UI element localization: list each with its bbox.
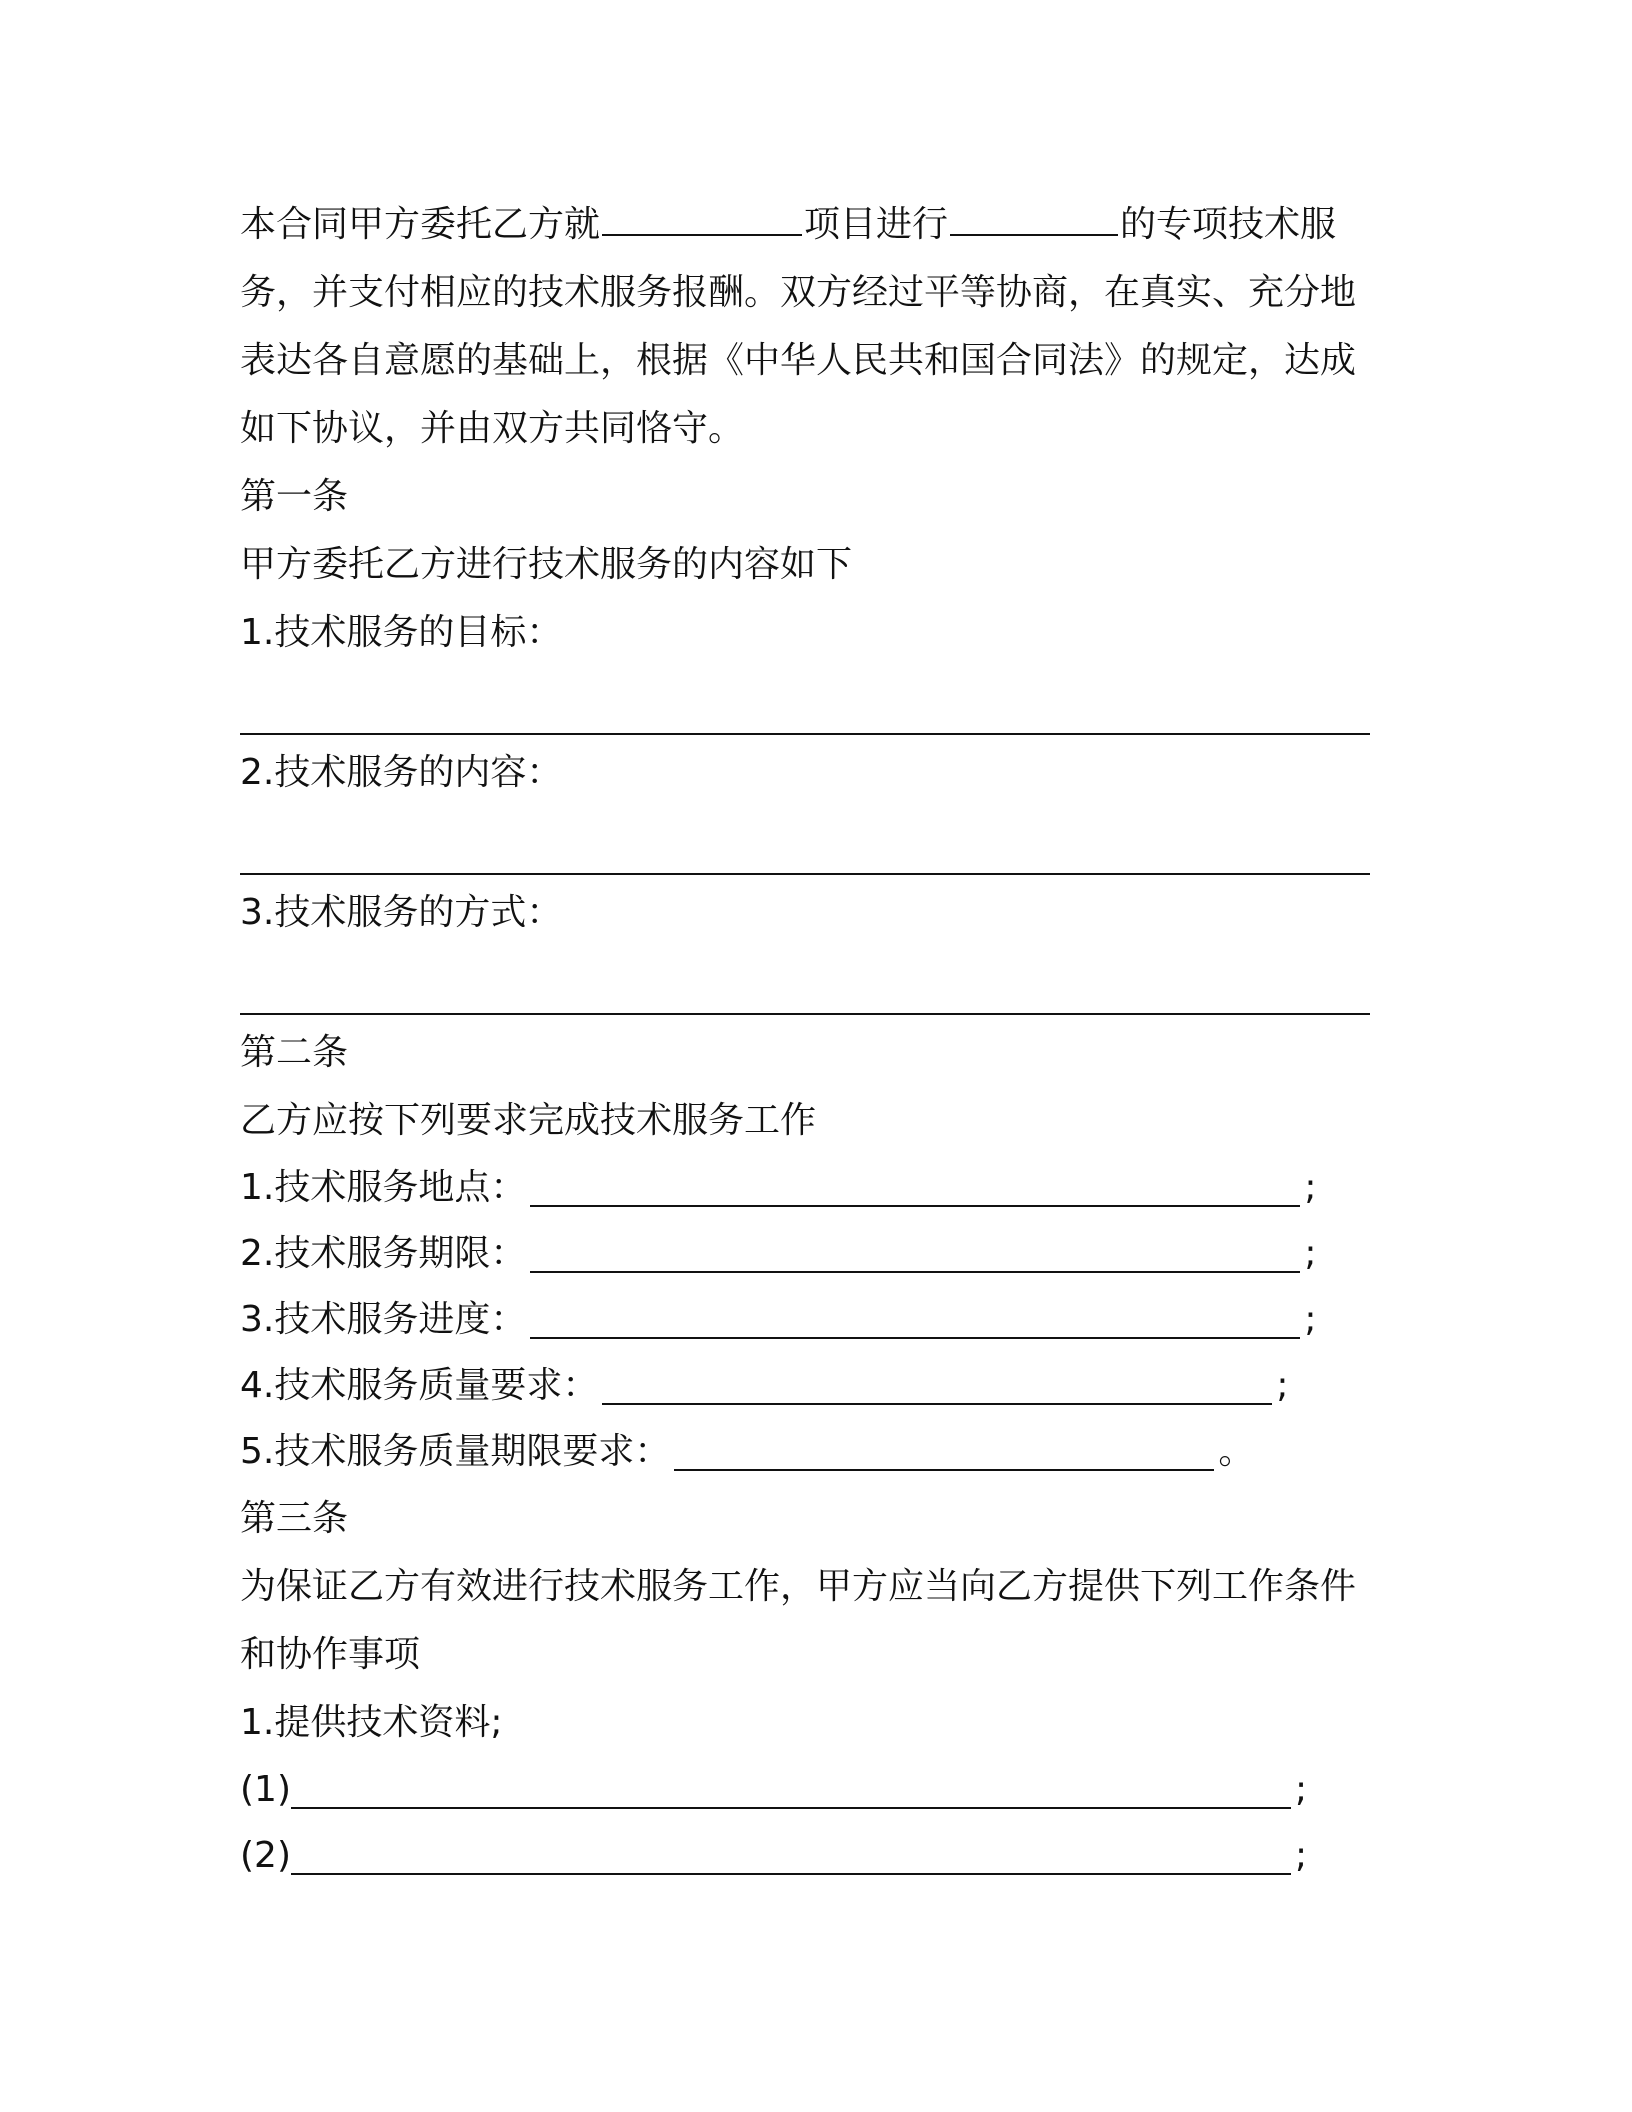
article2-title: 第二条 [240, 1032, 349, 1073]
article3-lead: 为保证乙方有效进行技术服务工作，甲方应当向乙方提供下列工作条件和协作事项 [240, 1566, 1357, 1675]
article2-item-1-blank[interactable] [530, 1159, 1300, 1207]
article1-item-1: 1.技术服务的目标： [240, 612, 563, 653]
article2-item-2-blank[interactable] [530, 1225, 1300, 1273]
article2-item-3-end: ; [1304, 1299, 1317, 1340]
article2-item-4-end: ; [1276, 1365, 1289, 1406]
article3-subitem-2-end: ; [1295, 1835, 1308, 1876]
article3-subitem-2-blank[interactable] [291, 1827, 1291, 1875]
article1-item-2-blank[interactable] [240, 807, 1370, 875]
intro-rest: 技术服务，并支付相应的技术服务报酬。双方经过平等协商，在真实、充分地表达各自意愿的基础上，根据《中华人民共和国合同法》的规定，达成如下协议，并由双方共同恪守。 [240, 204, 1357, 449]
article2-item-1-end: ; [1304, 1167, 1317, 1208]
article3-subitem-1-blank[interactable] [291, 1761, 1291, 1809]
article3-subitem-2 [240, 1823, 1370, 1889]
article2-item-3-label: 3.技术服务进度： [240, 1299, 527, 1340]
article2-item-2-label: 2.技术服务期限： [240, 1233, 527, 1274]
article1-title: 第一条 [240, 476, 349, 517]
article1-item-2: 2.技术服务的内容： [240, 752, 563, 793]
article2-item-2 [240, 1221, 1370, 1287]
contract-page [240, 190, 1370, 1889]
article2-item-1 [240, 1155, 1370, 1221]
article2-lead: 乙方应按下列要求完成技术服务工作 [240, 1100, 817, 1141]
project-name-blank[interactable] [602, 190, 802, 236]
article3-item-1: 1.提供技术资料; [240, 1702, 503, 1743]
article2-item-1-label: 1.技术服务地点： [240, 1167, 527, 1208]
article3-subitem-1-end: ; [1295, 1769, 1308, 1810]
article1-item-1-blank[interactable] [240, 667, 1370, 735]
article2-item-5-label: 5.技术服务质量期限要求： [240, 1431, 671, 1472]
article1-item-3: 3.技术服务的方式： [240, 892, 563, 933]
article2-item-4-blank[interactable] [602, 1357, 1272, 1405]
article2-item-5 [240, 1419, 1370, 1485]
article2-item-3 [240, 1287, 1370, 1353]
intro-part3: 的专项 [1120, 204, 1229, 245]
article3-title: 第三条 [240, 1498, 349, 1539]
article3-subitem-1-label: (1) [240, 1769, 291, 1810]
intro-paragraph [240, 190, 1370, 463]
article3-subitem-2-label: (2) [240, 1835, 291, 1876]
article1-item-3-blank[interactable] [240, 947, 1370, 1015]
intro-part1: 本合同甲方委托乙方就 [240, 204, 601, 245]
article2-item-4-label: 4.技术服务质量要求： [240, 1365, 599, 1406]
service-type-blank[interactable] [950, 190, 1118, 236]
article2-item-2-end: ; [1304, 1233, 1317, 1274]
article2-item-5-end: 。 [1218, 1431, 1255, 1472]
article2-item-3-blank[interactable] [530, 1291, 1300, 1339]
article3-subitem-1 [240, 1757, 1370, 1823]
intro-part2: 项目进行 [804, 204, 949, 245]
article2-item-5-blank[interactable] [674, 1423, 1214, 1471]
article2-item-4 [240, 1353, 1370, 1419]
article1-lead: 甲方委托乙方进行技术服务的内容如下 [240, 544, 853, 585]
